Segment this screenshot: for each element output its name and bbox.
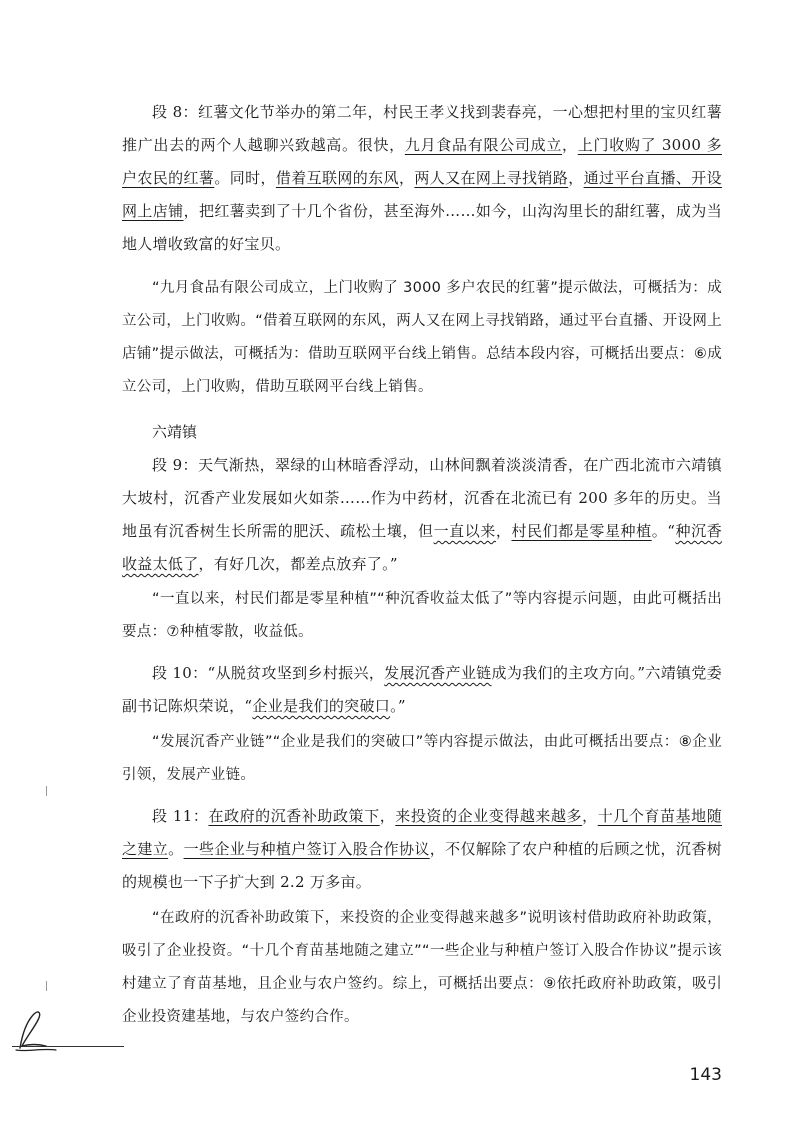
analysis-10: “发展沉香产业链”“企业是我们的突破口”等内容提示做法，由此可概括出要点：⑧企业引领，发展产业链。 <box>122 734 722 783</box>
p8-text: ， <box>562 136 578 154</box>
p8-text: 。同时， <box>214 169 276 187</box>
p11-underline-3: 十几个育苗基地随之建立 <box>122 807 722 858</box>
section-title: 六靖镇 <box>152 423 198 441</box>
p8-underline-4: 两人又在网上寻找销路 <box>414 169 569 187</box>
p10-wavy-2: 企业是我们的突破口 <box>252 697 391 715</box>
analysis-11: “在政府的沉香补助政策下，来投资的企业变得越来越多”说明该村借助政府补助政策，吸引了企业投资。“十几个育苗基地随之建立”“一些企业与种植户签订入股合作协议”提示该村建立了育苗基地，且企业与农户签约。综上，可概括出要点：⑨依托政府补助政策，吸引企业投资建基地，与农户签约合作。 <box>122 910 722 1025</box>
p11-text: 。 <box>168 840 184 858</box>
p9-text: 。“ <box>651 522 676 540</box>
p9-text: 段 9：天气渐热，翠绿的山林暗香浮动，山林间飘着淡淡清香，在广西北流市六靖镇大坡村，沉香产业发展如火如荼……作为中药材，沉香在北流已有 200 多年的历史。当地虽有沉香树生长所需的肥沃、疏松土壤，但 <box>122 456 722 540</box>
p11-underline-4: 一些企业与种植户签订入股合作协议 <box>183 840 430 858</box>
p11-text: ， <box>379 807 396 825</box>
p9-text: ， <box>495 522 512 540</box>
p8-underline-1: 九月食品有限公司成立 <box>404 136 563 154</box>
p11-underline-1: 在政府的沉香补助政策下 <box>208 807 380 825</box>
p10-wavy-1: 发展沉香产业链 <box>384 664 492 682</box>
paragraph-11 <box>122 800 722 899</box>
p9-wavy-1: 一直以来 <box>433 522 496 540</box>
scan-mark <box>46 786 47 796</box>
paragraph-9 <box>122 449 722 581</box>
p10-text: 段 10：“从脱贫攻坚到乡村振兴， <box>152 664 385 682</box>
p11-text: 段 11： <box>152 807 209 825</box>
p10-text: 。” <box>390 697 406 715</box>
footnote-rule <box>12 1046 124 1047</box>
p11-text: ，不仅解除了农户种植的后顾之忧，沉香树的规模也一下子扩大到 2.2 万多亩。 <box>122 840 722 891</box>
p9-text: ，有好几次，都差点放弃了。” <box>198 555 398 573</box>
p9-underline-1: 村民们都是零星种植 <box>511 522 652 540</box>
p10-text: 成为我们的主攻方向。”六靖镇党委副书记陈炽荣说，“ <box>122 664 722 715</box>
p8-text: ， <box>398 169 415 187</box>
scan-mark <box>46 981 47 991</box>
analysis-8: “九月食品有限公司成立，上门收购了 3000 多户农民的红薯”提示做法，可概括为：成立公司，上门收购。“借着互联网的东风，两人又在网上寻找销路，通过平台直播、开设网上店铺”提示做法，可概括为：借助互联网平台线上销售。总结本段内容，可概括出要点：⑥成立公司，上门收购，借助互联网平台线上销售。 <box>122 280 722 395</box>
analysis-9: “一直以来，村民们都是零星种植”“种沉香收益太低了”等内容提示问题，由此可概括出要点：⑦种植零散，收益低。 <box>122 591 722 640</box>
handwritten-signature-icon <box>12 1008 122 1056</box>
p11-text: ， <box>582 807 598 825</box>
paragraph-8 <box>122 96 722 261</box>
p11-underline-2: 来投资的企业变得越来越多 <box>395 807 583 825</box>
page-number: 143 <box>689 1065 722 1085</box>
p8-underline-5: 通过平台直播、开设网上店铺 <box>122 169 722 220</box>
paragraph-10 <box>122 657 722 723</box>
p8-text: ， <box>568 169 584 187</box>
p8-underline-2: 上门收购了 3000 多户农民的红薯 <box>122 136 722 187</box>
p8-underline-3: 借着互联网的东风 <box>275 169 399 187</box>
p9-wavy-2: 种沉香收益太低了 <box>122 522 723 573</box>
p8-text: 段 8：红薯文化节举办的第二年，村民王孝义找到裴春亮，一心想把村里的宝贝红薯推广出去的两个人越聊兴致越高。很快， <box>122 103 722 154</box>
p8-text: ，把红薯卖到了十几个省份，甚至海外……如今，山沟沟里长的甜红薯，成为当地人增收致富的好宝贝。 <box>122 202 722 253</box>
